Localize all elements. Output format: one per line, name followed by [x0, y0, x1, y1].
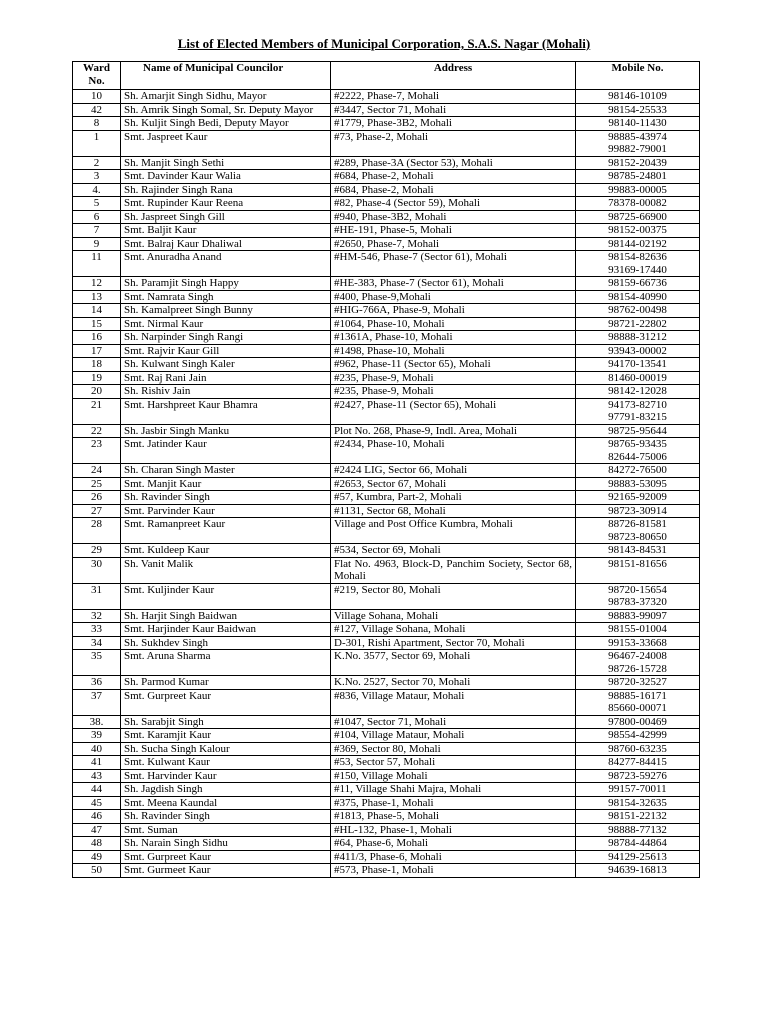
table-row: [73, 103, 700, 117]
ward-cell: 41: [73, 756, 121, 770]
table-row: [73, 729, 700, 743]
table-row: [73, 277, 700, 291]
address-cell: #375, Phase-1, Mohali: [331, 796, 576, 810]
address-cell: #1131, Sector 68, Mohali: [331, 504, 576, 518]
address-cell: #3447, Sector 71, Mohali: [331, 103, 576, 117]
address-cell: #1361A, Phase-10, Mohali: [331, 331, 576, 345]
ward-cell: 16: [73, 331, 121, 345]
mobile-cell: 98144-02192: [576, 237, 700, 251]
table-row: [73, 557, 700, 583]
address-cell: #HL-132, Phase-1, Mohali: [331, 823, 576, 837]
table-row: [73, 810, 700, 824]
mobile-cell: 78378-00082: [576, 197, 700, 211]
ward-cell: 8: [73, 117, 121, 131]
mobile-cell: 98883-99097: [576, 609, 700, 623]
ward-cell: 38.: [73, 715, 121, 729]
table-row: [73, 424, 700, 438]
table-header-row: [73, 62, 700, 90]
address-cell: #2222, Phase-7, Mohali: [331, 90, 576, 104]
address-cell: #HE-383, Phase-7 (Sector 61), Mohali: [331, 277, 576, 291]
ward-cell: 23: [73, 438, 121, 464]
councilor-name-cell: Sh. Kulwant Singh Kaler: [121, 358, 331, 372]
mobile-cell: 98725-66900: [576, 210, 700, 224]
mobile-cell: 84272-76500: [576, 464, 700, 478]
address-cell: #HE-191, Phase-5, Mohali: [331, 224, 576, 238]
councilor-name-cell: Sh. Ravinder Singh: [121, 491, 331, 505]
ward-cell: 10: [73, 90, 121, 104]
councilor-name-cell: Sh. Narpinder Singh Rangi: [121, 331, 331, 345]
ward-cell: 11: [73, 251, 121, 277]
mobile-cell: 98554-42999: [576, 729, 700, 743]
ward-cell: 1: [73, 130, 121, 156]
councilor-name-cell: Smt. Gurmeet Kaur: [121, 864, 331, 878]
address-cell: #2427, Phase-11 (Sector 65), Mohali: [331, 398, 576, 424]
ward-cell: 5: [73, 197, 121, 211]
table-row: [73, 609, 700, 623]
table-row: [73, 796, 700, 810]
councilor-name-cell: Sh. Rajinder Singh Rana: [121, 183, 331, 197]
address-cell: #82, Phase-4 (Sector 59), Mohali: [331, 197, 576, 211]
councilor-name-cell: Smt. Karamjit Kaur: [121, 729, 331, 743]
mobile-cell: 98720-32527: [576, 676, 700, 690]
ward-cell: 46: [73, 810, 121, 824]
councilor-name-cell: Smt. Balraj Kaur Dhaliwal: [121, 237, 331, 251]
table-row: [73, 317, 700, 331]
ward-cell: 47: [73, 823, 121, 837]
ward-cell: 44: [73, 783, 121, 797]
ward-cell: 40: [73, 742, 121, 756]
mobile-cell: 98762-00498: [576, 304, 700, 318]
councilor-name-cell: Sh. Paramjit Singh Happy: [121, 277, 331, 291]
mobile-cell: 98885-43974 99882-79001: [576, 130, 700, 156]
table-row: [73, 170, 700, 184]
table-row: [73, 344, 700, 358]
table-row: [73, 438, 700, 464]
ward-cell: 6: [73, 210, 121, 224]
table-row: [73, 518, 700, 544]
councilor-name-cell: Sh. Sarabjit Singh: [121, 715, 331, 729]
address-cell: #1813, Phase-5, Mohali: [331, 810, 576, 824]
table-row: [73, 358, 700, 372]
ward-cell: 43: [73, 769, 121, 783]
ward-cell: 27: [73, 504, 121, 518]
councilor-name-cell: Smt. Meena Kaundal: [121, 796, 331, 810]
address-cell: #1064, Phase-10, Mohali: [331, 317, 576, 331]
address-cell: #104, Village Mataur, Mohali: [331, 729, 576, 743]
mobile-cell: 98154-25533: [576, 103, 700, 117]
mobile-cell: 94639-16813: [576, 864, 700, 878]
ward-header: Ward No.: [73, 62, 121, 90]
address-cell: #235, Phase-9, Mohali: [331, 385, 576, 399]
ward-cell: 14: [73, 304, 121, 318]
table-row: [73, 290, 700, 304]
ward-cell: 35: [73, 650, 121, 676]
address-cell: #940, Phase-3B2, Mohali: [331, 210, 576, 224]
councilor-name-cell: Smt. Harvinder Kaur: [121, 769, 331, 783]
councilor-name-cell: Sh. Jasbir Singh Manku: [121, 424, 331, 438]
ward-cell: 20: [73, 385, 121, 399]
councilor-name-cell: Sh. Sucha Singh Kalour: [121, 742, 331, 756]
table-row: [73, 130, 700, 156]
councilor-name-cell: Sh. Amrik Singh Somal, Sr. Deputy Mayor: [121, 103, 331, 117]
councilors-table: [72, 61, 700, 878]
table-row: [73, 304, 700, 318]
mobile-cell: 98142-12028: [576, 385, 700, 399]
address-cell: #1779, Phase-3B2, Mohali: [331, 117, 576, 131]
address-cell: #684, Phase-2, Mohali: [331, 183, 576, 197]
councilor-name-cell: Sh. Ravinder Singh: [121, 810, 331, 824]
table-row: [73, 837, 700, 851]
address-cell: #11, Village Shahi Majra, Mohali: [331, 783, 576, 797]
ward-cell: 19: [73, 371, 121, 385]
ward-cell: 39: [73, 729, 121, 743]
councilor-name-cell: Smt. Harshpreet Kaur Bhamra: [121, 398, 331, 424]
councilor-name-cell: Smt. Rupinder Kaur Reena: [121, 197, 331, 211]
ward-cell: 24: [73, 464, 121, 478]
ward-cell: 7: [73, 224, 121, 238]
mobile-cell: 88726-81581 98723-80650: [576, 518, 700, 544]
address-cell: #64, Phase-6, Mohali: [331, 837, 576, 851]
address-cell: K.No. 2527, Sector 70, Mohali: [331, 676, 576, 690]
table-row: [73, 90, 700, 104]
mobile-cell: 93943-00002: [576, 344, 700, 358]
ward-cell: 28: [73, 518, 121, 544]
address-cell: #2650, Phase-7, Mohali: [331, 237, 576, 251]
mobile-cell: 97800-00469: [576, 715, 700, 729]
table-row: [73, 197, 700, 211]
table-row: [73, 156, 700, 170]
mobile-cell: 98723-30914: [576, 504, 700, 518]
councilor-name-cell: Smt. Gurpreet Kaur: [121, 689, 331, 715]
councilor-name-cell: Smt. Gurpreet Kaur: [121, 850, 331, 864]
mobile-cell: 99883-00005: [576, 183, 700, 197]
table-row: [73, 864, 700, 878]
address-cell: #127, Village Sohana, Mohali: [331, 623, 576, 637]
mobile-cell: 99153-33668: [576, 636, 700, 650]
address-cell: #219, Sector 80, Mohali: [331, 583, 576, 609]
table-row: [73, 117, 700, 131]
table-row: [73, 544, 700, 558]
mobile-cell: 98152-00375: [576, 224, 700, 238]
address-cell: #411/3, Phase-6, Mohali: [331, 850, 576, 864]
mobile-cell: 98154-40990: [576, 290, 700, 304]
mobile-cell: 98140-11430: [576, 117, 700, 131]
table-row: [73, 504, 700, 518]
table-row: [73, 331, 700, 345]
ward-cell: 3: [73, 170, 121, 184]
table-row: [73, 850, 700, 864]
address-cell: K.No. 3577, Sector 69, Mohali: [331, 650, 576, 676]
address-cell: #2434, Phase-10, Mohali: [331, 438, 576, 464]
address-cell: Village and Post Office Kumbra, Mohali: [331, 518, 576, 544]
councilor-name-cell: Sh. Jaspreet Singh Gill: [121, 210, 331, 224]
councilor-name-cell: Sh. Charan Singh Master: [121, 464, 331, 478]
councilor-name-cell: Sh. Amarjit Singh Sidhu, Mayor: [121, 90, 331, 104]
address-cell: #150, Village Mohali: [331, 769, 576, 783]
address-cell: #289, Phase-3A (Sector 53), Mohali: [331, 156, 576, 170]
mobile-cell: 98785-24801: [576, 170, 700, 184]
table-row: [73, 715, 700, 729]
mobile-cell: 98885-16171 85660-00071: [576, 689, 700, 715]
mobile-cell: 98883-53095: [576, 477, 700, 491]
table-row: [73, 371, 700, 385]
address-cell: #684, Phase-2, Mohali: [331, 170, 576, 184]
councilor-name-cell: Sh. Kuljit Singh Bedi, Deputy Mayor: [121, 117, 331, 131]
mobile-cell: 94170-13541: [576, 358, 700, 372]
table-row: [73, 183, 700, 197]
councilor-name-cell: Smt. Kuldeep Kaur: [121, 544, 331, 558]
address-cell: D-301, Rishi Apartment, Sector 70, Mohali: [331, 636, 576, 650]
mobile-cell: 98888-31212: [576, 331, 700, 345]
councilor-name-cell: Smt. Davinder Kaur Walia: [121, 170, 331, 184]
ward-cell: 31: [73, 583, 121, 609]
ward-cell: 13: [73, 290, 121, 304]
table-row: [73, 385, 700, 399]
ward-cell: 42: [73, 103, 121, 117]
ward-cell: 32: [73, 609, 121, 623]
councilor-name-cell: Smt. Ramanpreet Kaur: [121, 518, 331, 544]
councilor-name-cell: Smt. Manjit Kaur: [121, 477, 331, 491]
mobile-cell: 98888-77132: [576, 823, 700, 837]
address-cell: #369, Sector 80, Mohali: [331, 742, 576, 756]
mobile-cell: 98725-95644: [576, 424, 700, 438]
councilor-name-cell: Smt. Suman: [121, 823, 331, 837]
address-cell: #2653, Sector 67, Mohali: [331, 477, 576, 491]
councilor-name-cell: Smt. Aruna Sharma: [121, 650, 331, 676]
ward-cell: 33: [73, 623, 121, 637]
address-cell: #53, Sector 57, Mohali: [331, 756, 576, 770]
ward-cell: 12: [73, 277, 121, 291]
ward-cell: 49: [73, 850, 121, 864]
address-cell: #57, Kumbra, Part-2, Mohali: [331, 491, 576, 505]
councilor-name-cell: Smt. Baljit Kaur: [121, 224, 331, 238]
councilor-name-cell: Sh. Sukhdev Singh: [121, 636, 331, 650]
councilor-name-cell: Smt. Nirmal Kaur: [121, 317, 331, 331]
address-cell: #1047, Sector 71, Mohali: [331, 715, 576, 729]
table-row: [73, 769, 700, 783]
address-cell: #1498, Phase-10, Mohali: [331, 344, 576, 358]
ward-cell: 36: [73, 676, 121, 690]
mobile-cell: 94173-82710 97791-83215: [576, 398, 700, 424]
address-cell: #235, Phase-9, Mohali: [331, 371, 576, 385]
councilor-name-cell: Sh. Narain Singh Sidhu: [121, 837, 331, 851]
mobile-cell: 98146-10109: [576, 90, 700, 104]
table-row: [73, 583, 700, 609]
table-row: [73, 823, 700, 837]
address-cell: #962, Phase-11 (Sector 65), Mohali: [331, 358, 576, 372]
ward-cell: 48: [73, 837, 121, 851]
address-cell: #2424 LIG, Sector 66, Mohali: [331, 464, 576, 478]
councilor-name-cell: Smt. Anuradha Anand: [121, 251, 331, 277]
address-header: Address: [331, 62, 576, 90]
mobile-cell: 98765-93435 82644-75006: [576, 438, 700, 464]
councilor-name-cell: Smt. Namrata Singh: [121, 290, 331, 304]
table-row: [73, 623, 700, 637]
table-row: [73, 210, 700, 224]
mobile-cell: 94129-25613: [576, 850, 700, 864]
table-row: [73, 636, 700, 650]
table-row: [73, 224, 700, 238]
address-cell: Flat No. 4963, Block-D, Panchim Society, Sector 68, Mohali: [331, 557, 576, 583]
councilor-name-cell: Sh. Rishiv Jain: [121, 385, 331, 399]
table-row: [73, 491, 700, 505]
ward-cell: 17: [73, 344, 121, 358]
table-row: [73, 398, 700, 424]
ward-cell: 50: [73, 864, 121, 878]
mobile-cell: 98155-01004: [576, 623, 700, 637]
ward-cell: 45: [73, 796, 121, 810]
table-row: [73, 689, 700, 715]
ward-cell: 34: [73, 636, 121, 650]
mobile-cell: 98760-63235: [576, 742, 700, 756]
table-row: [73, 464, 700, 478]
mobile-header: Mobile No.: [576, 62, 700, 90]
councilor-name-cell: Smt. Parvinder Kaur: [121, 504, 331, 518]
councilor-name-cell: Sh. Vanit Malik: [121, 557, 331, 583]
mobile-cell: 81460-00019: [576, 371, 700, 385]
councilor-name-cell: Smt. Jatinder Kaur: [121, 438, 331, 464]
councilor-name-cell: Smt. Kuljinder Kaur: [121, 583, 331, 609]
table-row: [73, 650, 700, 676]
ward-cell: 9: [73, 237, 121, 251]
ward-cell: 2: [73, 156, 121, 170]
mobile-cell: 84277-84415: [576, 756, 700, 770]
ward-cell: 26: [73, 491, 121, 505]
address-cell: #HM-546, Phase-7 (Sector 61), Mohali: [331, 251, 576, 277]
ward-cell: 21: [73, 398, 121, 424]
mobile-cell: 98143-84531: [576, 544, 700, 558]
mobile-cell: 98720-15654 98783-37320: [576, 583, 700, 609]
mobile-cell: 98784-44864: [576, 837, 700, 851]
address-cell: #HIG-766A, Phase-9, Mohali: [331, 304, 576, 318]
address-cell: Village Sohana, Mohali: [331, 609, 576, 623]
mobile-cell: 92165-92009: [576, 491, 700, 505]
councilor-name-cell: Smt. Rajvir Kaur Gill: [121, 344, 331, 358]
table-row: [73, 477, 700, 491]
mobile-cell: 98721-22802: [576, 317, 700, 331]
address-cell: #836, Village Mataur, Mohali: [331, 689, 576, 715]
councilor-name-cell: Smt. Raj Rani Jain: [121, 371, 331, 385]
councilor-name-cell: Sh. Manjit Singh Sethi: [121, 156, 331, 170]
mobile-cell: 98151-22132: [576, 810, 700, 824]
ward-cell: 4.: [73, 183, 121, 197]
mobile-cell: 96467-24008 98726-15728: [576, 650, 700, 676]
ward-cell: 22: [73, 424, 121, 438]
mobile-cell: 98154-32635: [576, 796, 700, 810]
councilor-name-cell: Sh. Parmod Kumar: [121, 676, 331, 690]
name-header: Name of Municipal Councilor: [121, 62, 331, 90]
councilor-name-cell: Smt. Harjinder Kaur Baidwan: [121, 623, 331, 637]
address-cell: Plot No. 268, Phase-9, Indl. Area, Mohali: [331, 424, 576, 438]
address-cell: #573, Phase-1, Mohali: [331, 864, 576, 878]
councilor-name-cell: Smt. Jaspreet Kaur: [121, 130, 331, 156]
councilor-name-cell: Sh. Kamalpreet Singh Bunny: [121, 304, 331, 318]
table-row: [73, 783, 700, 797]
ward-cell: 37: [73, 689, 121, 715]
address-cell: #73, Phase-2, Mohali: [331, 130, 576, 156]
table-row: [73, 676, 700, 690]
table-row: [73, 756, 700, 770]
ward-cell: 30: [73, 557, 121, 583]
address-cell: #400, Phase-9,Mohali: [331, 290, 576, 304]
councilor-name-cell: Sh. Jagdish Singh: [121, 783, 331, 797]
councilor-name-cell: Smt. Kulwant Kaur: [121, 756, 331, 770]
page-title: List of Elected Members of Municipal Corporation, S.A.S. Nagar (Mohali): [177, 36, 591, 51]
ward-cell: 25: [73, 477, 121, 491]
mobile-cell: 98723-59276: [576, 769, 700, 783]
mobile-cell: 99157-70011: [576, 783, 700, 797]
mobile-cell: 98151-81656: [576, 557, 700, 583]
table-row: [73, 251, 700, 277]
table-row: [73, 742, 700, 756]
ward-cell: 18: [73, 358, 121, 372]
ward-cell: 15: [73, 317, 121, 331]
table-row: [73, 237, 700, 251]
ward-cell: 29: [73, 544, 121, 558]
mobile-cell: 98159-66736: [576, 277, 700, 291]
address-cell: #534, Sector 69, Mohali: [331, 544, 576, 558]
councilor-name-cell: Sh. Harjit Singh Baidwan: [121, 609, 331, 623]
mobile-cell: 98152-20439: [576, 156, 700, 170]
mobile-cell: 98154-82636 93169-17440: [576, 251, 700, 277]
